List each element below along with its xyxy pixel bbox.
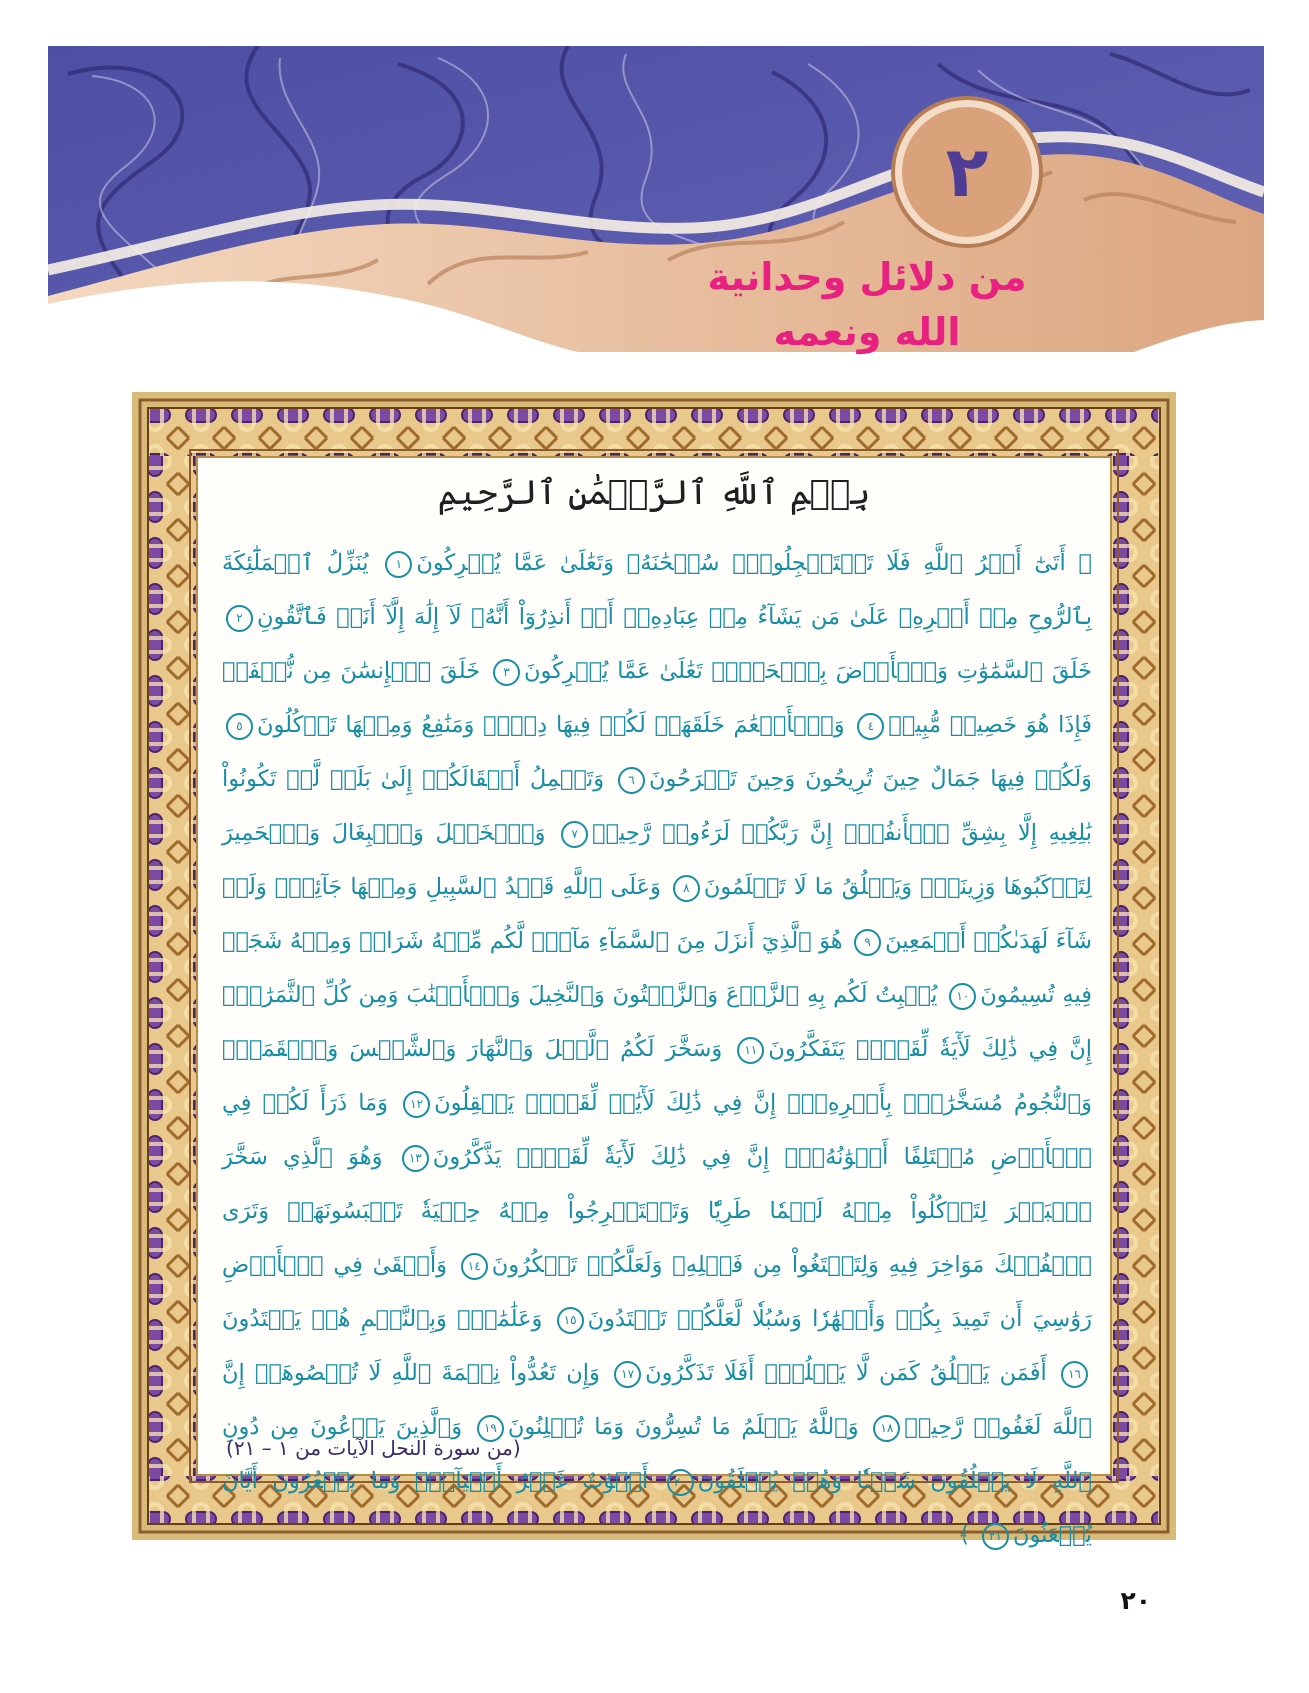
ayah-number-marker: ٢١ (982, 1523, 1009, 1550)
lesson-title-line-1: من دلائل وحدانية (707, 255, 1027, 299)
verse-source-citation: (من سورة النحل الآيات من ١ – ٢١) (226, 1436, 521, 1460)
verse-text: وَٱللَّهُ يَعۡلَمُ مَا تُسِرُّونَ وَمَا تُعۡلِنُونَ (507, 1414, 859, 1440)
ayah-number-marker: ٩ (854, 929, 881, 956)
bismillah: بِسۡمِ ٱللَّهِ ٱلرَّحۡمَٰنِ ٱلرَّحِيمِ (437, 473, 871, 513)
ayah-number-marker: ٢ (226, 605, 253, 632)
ayah-number-marker: ١ (385, 551, 412, 578)
verse-text: هُوَ ٱلَّذِيٓ أَنزَلَ مِنَ ٱلسَّمَآءِ مَآءٗۖ لَّكُم مِّنۡهُ شَرَابٞ وَمِنۡهُ شَجَرٞ فِيهِ تُسِيمُونَ (222, 928, 1092, 1008)
quran-text-panel (196, 456, 1112, 1548)
quran-verses (222, 536, 1092, 1562)
lesson-number: ٢ (945, 131, 989, 213)
ayah-number-marker: ١٢ (403, 1091, 430, 1118)
verse-text: وَأَلۡقَىٰ فِي ٱلۡأَرۡضِ رَوَٰسِيَ أَن تَمِيدَ بِكُمۡ وَأَنۡهَٰرٗا وَسُبُلٗا لَّعَلَّكُمۡ تَهۡتَدُونَ (222, 1252, 1092, 1332)
ayah-number-marker: ٥ (226, 713, 253, 740)
closing-ornament: ﴾ (957, 1522, 971, 1548)
verse-text: أَفَمَن يَخۡلُقُ كَمَن لَّا يَخۡلُقُۚ أَفَلَا تَذَكَّرُونَ (645, 1360, 1047, 1386)
lesson-title (657, 250, 1077, 360)
verse-text: وَهُوَ ٱلَّذِي سَخَّرَ ٱلۡبَحۡرَ لِتَأۡكُلُواْ مِنۡهُ لَحۡمٗا طَرِيّٗا وَتَسۡتَخۡرِجُواْ مِنۡهُ حِلۡيَةٗ تَلۡبَسُونَهَاۖ وَتَرَى ٱلۡفُلۡكَ مَوَاخِرَ فِيهِ وَلِتَبۡتَغُواْ مِن فَضۡلِهِۦ وَلَعَلَّكُمۡ تَشۡكُرُونَ (222, 1144, 1093, 1278)
ayah-number-marker: ١٦ (1061, 1361, 1088, 1388)
ayah-number-marker: ١١ (737, 1037, 764, 1064)
verse-text: وَٱلَّذِينَ يَدۡعُونَ مِن دُونِ ٱللَّهِ لَا يَخۡلُقُونَ شَيۡـٔٗا وَهُمۡ يُخۡلَقُونَ (222, 1414, 1092, 1494)
verse-text: وَعَلَى ٱللَّهِ قَصۡدُ ٱلسَّبِيلِ وَمِنۡهَا جَآئِرٞۚ وَلَوۡ شَآءَ لَهَدَىٰكُمۡ أَجۡمَعِينَ (222, 874, 1093, 954)
verse-text: يُنۢبِتُ لَكُم بِهِ ٱلزَّرۡعَ وَٱلزَّيۡتُونَ وَٱلنَّخِيلَ وَٱلۡأَعۡنَٰبَ وَمِن كُلِّ ٱلثَّمَرَٰتِۚ إِنَّ فِي ذَٰلِكَ لَأٓيَةٗ لِّقَوۡمٖ يَتَفَكَّرُونَ (222, 982, 1092, 1062)
verse-text: يُنَزِّلُ ٱلۡمَلَٰٓئِكَةَ بِٱلرُّوحِ مِنۡ أَمۡرِهِۦ عَلَىٰ مَن يَشَآءُ مِنۡ عِبَادِهِۦٓ أَنۡ أَنذِرُوٓاْ أَنَّهُۥ لَآ إِلَٰهَ إِلَّآ أَنَا۠ فَٱتَّقُونِ (222, 550, 1092, 630)
ayah-number-marker: ١٧ (614, 1361, 641, 1388)
verse-text: وَٱلۡأَنۡعَٰمَ خَلَقَهَاۖ لَكُمۡ فِيهَا دِفۡءٞ وَمَنَٰفِعُ وَمِنۡهَا تَأۡكُلُونَ (257, 712, 845, 738)
verse-text: وَإِن تَعُدُّواْ نِعۡمَةَ ٱللَّهِ لَا تُحۡصُوهَآۗ إِنَّ ٱللَّهَ لَغَفُورٞ رَّحِيمٞ (222, 1360, 1093, 1440)
ayah-number-marker: ٨ (673, 875, 700, 902)
verse-text: خَلَقَ ٱلۡإِنسَٰنَ مِن نُّطۡفَةٖ فَإِذَا هُوَ خَصِيمٞ مُّبِينٞ (222, 658, 1092, 738)
ayah-number-marker: ٢٠ (667, 1469, 694, 1496)
decorative-header-banner (48, 46, 1264, 352)
ayah-number-marker: ١٣ (402, 1145, 429, 1172)
ayah-number-marker: ١٥ (557, 1307, 584, 1334)
ayah-number-marker: ٣ (493, 659, 520, 686)
verse-text: وَتَحۡمِلُ أَثۡقَالَكُمۡ إِلَىٰ بَلَدٖ لَّمۡ تَكُونُواْ بَٰلِغِيهِ إِلَّا بِشِقِّ ٱلۡأَنفُسِۚ إِنَّ رَبَّكُمۡ لَرَءُوفٞ رَّحِيمٞ (222, 766, 1092, 846)
verse-text: أَمۡوَٰتٌ غَيۡرُ أَحۡيَآءٖۖ وَمَا يَشۡعُرُونَ أَيَّانَ يُبۡعَثُونَ (222, 1468, 1092, 1548)
ayah-number-marker: ١٤ (461, 1253, 488, 1280)
verse-text: خَلَقَ ٱلسَّمَٰوَٰتِ وَٱلۡأَرۡضَ بِٱلۡحَقِّۚ تَعَٰلَىٰ عَمَّا يُشۡرِكُونَ (523, 658, 1092, 684)
verse-text: ﴿ أَتَىٰٓ أَمۡرُ ٱللَّهِ فَلَا تَسۡتَعۡجِلُوهُۚ سُبۡحَٰنَهُۥ وَتَعَٰلَىٰ عَمَّا يُشۡرِكُونَ (416, 550, 1092, 576)
verse-text: وَعَلَٰمَٰتٖۚ وَبِٱلنَّجۡمِ هُمۡ يَهۡتَدُونَ (222, 1306, 543, 1332)
ayah-number-marker: ١٨ (873, 1415, 900, 1442)
verse-text: وَسَخَّرَ لَكُمُ ٱلَّيۡلَ وَٱلنَّهَارَ وَٱلشَّمۡسَ وَٱلۡقَمَرَۖ وَٱلنُّجُومُ مُسَخَّرَٰتُۢ بِأَمۡرِهِۦٓۚ إِنَّ فِي ذَٰلِكَ لَأٓيَٰتٖ لِّقَوۡمٖ يَعۡقِلُونَ (222, 1036, 1092, 1116)
verse-text: وَٱلۡخَيۡلَ وَٱلۡبِغَالَ وَٱلۡحَمِيرَ لِتَرۡكَبُوهَا وَزِينَةٗۚ وَيَخۡلُقُ مَا لَا تَعۡلَمُونَ (222, 820, 1093, 900)
ayah-number-marker: ١٠ (949, 983, 976, 1010)
lesson-title-line-2: الله ونعمه (773, 310, 961, 355)
ayah-number-marker: ٦ (618, 767, 645, 794)
lesson-number-badge (895, 100, 1039, 244)
verse-text: وَمَا ذَرَأَ لَكُمۡ فِي ٱلۡأَرۡضِ مُخۡتَلِفًا أَلۡوَٰنُهُۥٓۚ إِنَّ فِي ذَٰلِكَ لَأٓيَةٗ لِّقَوۡمٖ يَذَّكَّرُونَ (222, 1090, 1093, 1170)
verse-text: وَلَكُمۡ فِيهَا جَمَالٌ حِينَ تُرِيحُونَ وَحِينَ تَسۡرَحُونَ (648, 766, 1092, 792)
banner-pattern (48, 46, 1264, 352)
ayah-number-marker: ٤ (857, 713, 884, 740)
page-number: ٢٠ (1120, 1586, 1151, 1615)
ayah-number-marker: ٧ (561, 821, 588, 848)
ayah-number-marker: ١٩ (477, 1415, 504, 1442)
